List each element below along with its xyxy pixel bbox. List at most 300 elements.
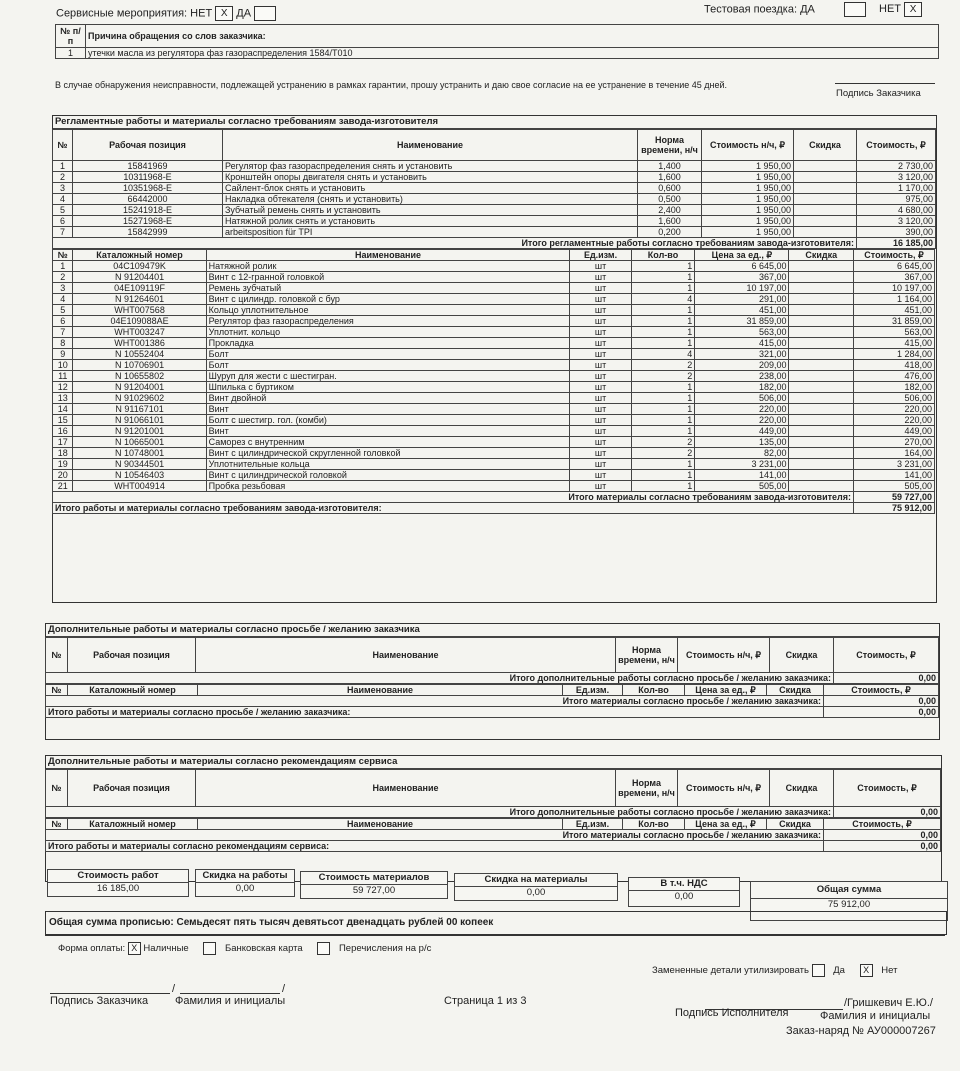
cell-qty: 1 (631, 261, 695, 272)
add2-works-total-label: Итого дополнительные работы согласно просьбе / желанию заказчика: (46, 807, 834, 818)
cell-price: 135,00 (695, 437, 789, 448)
reg-mat-header (53, 250, 935, 261)
cell-rate: 1 950,00 (702, 216, 794, 227)
cell-discount (794, 161, 857, 172)
cell-work-position: 15842999 (73, 227, 223, 238)
cell-price: 449,00 (695, 426, 789, 437)
sum-words-box (45, 911, 947, 935)
complaint-block (55, 24, 939, 59)
cell-unit: шт (570, 327, 631, 338)
add1-mat-h-unit: Ед.изм. (563, 685, 623, 696)
reg-grand-total: 75 912,00 (854, 503, 935, 514)
test-drive-label: Тестовая поездка: (704, 3, 798, 16)
service-yes-label: ДА (236, 7, 252, 20)
complaint-col-reason: Причина обращения со слов заказчика: (86, 25, 939, 48)
add2-works-h-pos: Рабочая позиция (68, 770, 196, 807)
footer-executor-sig-label: Подпись Исполнителя (675, 1007, 789, 1019)
cell-discount (789, 382, 854, 393)
test-drive-no-checkbox[interactable]: X (904, 2, 922, 17)
cell-unit: шт (570, 294, 631, 305)
table-row (53, 261, 935, 272)
cell-catalog-number: N 91204001 (73, 382, 206, 393)
complaint-row-text: утечки масла из регулятора фаз газораспределения 1584/T010 (86, 48, 939, 59)
cell-cost: 1 170,00 (857, 183, 936, 194)
add2-materials-table (45, 818, 941, 852)
cell-name: Винт (206, 426, 570, 437)
cell-discount (789, 316, 854, 327)
cell-name: Винт (206, 404, 570, 415)
cell-name: Винт двойной (206, 393, 570, 404)
disposal-yes-checkbox[interactable] (812, 964, 825, 977)
cell-cost: 220,00 (854, 415, 935, 426)
summary-labor-box (47, 869, 189, 897)
add2-grand-total: 0,00 (824, 841, 941, 852)
cell-discount (789, 305, 854, 316)
add2-title: Дополнительные работы и материалы согласно рекомендациям сервиса (46, 756, 941, 769)
table-row (53, 382, 935, 393)
add2-mat-total: 0,00 (824, 830, 941, 841)
cell-price: 451,00 (695, 305, 789, 316)
cell-unit: шт (570, 349, 631, 360)
cell-catalog-number: N 10552404 (73, 349, 206, 360)
reg-mat-h-no: № (53, 250, 73, 261)
cell-catalog-number: WHT004914 (73, 481, 206, 492)
cell-norm: 1,600 (638, 216, 702, 227)
cell-price: 321,00 (695, 349, 789, 360)
cell-discount (789, 437, 854, 448)
cell-unit: шт (570, 426, 631, 437)
cell-unit: шт (570, 261, 631, 272)
cell-name: Натяжной ролик (206, 261, 570, 272)
reg-mat-total-label: Итого материалы согласно требованиям завода-изготовителя: (53, 492, 854, 503)
summary-vat-value: 0,00 (674, 891, 694, 902)
cell-catalog-number: 04E109088AE (73, 316, 206, 327)
cell-no: 1 (53, 161, 73, 172)
test-drive-no-label: НЕТ (879, 3, 901, 16)
cell-unit: шт (570, 283, 631, 294)
reg-mat-total: 59 727,00 (854, 492, 935, 503)
payment-card-checkbox[interactable] (203, 942, 216, 955)
add2-works-h-rate: Стоимость н/ч, ₽ (678, 770, 770, 807)
complaint-col-no: № п/п (56, 25, 86, 48)
cell-price: 367,00 (695, 272, 789, 283)
cell-cost: 2 730,00 (857, 161, 936, 172)
cell-discount (794, 227, 857, 238)
cell-unit: шт (570, 415, 631, 426)
cell-catalog-number: N 10706901 (73, 360, 206, 371)
table-row (53, 194, 936, 205)
cell-name: Винт с цилиндр. головкой с бур (206, 294, 570, 305)
cell-qty: 2 (631, 360, 695, 371)
cell-unit: шт (570, 338, 631, 349)
table-row (53, 470, 935, 481)
add1-grand-total-label: Итого работы и материалы согласно просьбе / желанию заказчика: (46, 707, 824, 718)
cell-no: 7 (53, 327, 73, 338)
complaint-row-no: 1 (56, 48, 86, 59)
cell-discount (789, 481, 854, 492)
cell-unit: шт (570, 404, 631, 415)
cell-catalog-number: N 91204401 (73, 272, 206, 283)
cell-price: 3 231,00 (695, 459, 789, 470)
reg-materials-table (52, 249, 935, 514)
add2-mat-h-no: № (46, 819, 68, 830)
add1-mat-header (46, 685, 939, 696)
add2-grand-total-label: Итого работы и материалы согласно рекомендациям сервиса: (46, 841, 824, 852)
cell-unit: шт (570, 393, 631, 404)
cell-catalog-number: N 91264601 (73, 294, 206, 305)
reg-works-total: 16 185,00 (857, 238, 936, 249)
table-row (53, 349, 935, 360)
reg-section (52, 115, 937, 603)
cell-qty: 1 (631, 470, 695, 481)
disposal-label: Замененные детали утилизировать (652, 965, 809, 977)
cell-no: 7 (53, 227, 73, 238)
summary-materials-label: Стоимость материалов (301, 872, 447, 885)
payment-cash-label: Наличные (143, 943, 189, 955)
cell-cost: 220,00 (854, 404, 935, 415)
cell-work-position: 15241918-E (73, 205, 223, 216)
payment-transfer-checkbox[interactable] (317, 942, 330, 955)
add1-grand-total: 0,00 (824, 707, 939, 718)
cell-name: Болт (206, 360, 570, 371)
cell-price: 291,00 (695, 294, 789, 305)
reg-materials-body (53, 261, 935, 492)
table-row (53, 316, 935, 327)
add1-works-h-no: № (46, 638, 68, 673)
add2-works-h-disc: Скидка (770, 770, 834, 807)
table-row (53, 327, 935, 338)
summary-labor-discount-value: 0,00 (235, 883, 255, 894)
cell-work-position: 66442000 (73, 194, 223, 205)
cell-no: 12 (53, 382, 73, 393)
cell-catalog-number: N 91066101 (73, 415, 206, 426)
add2-mat-h-cat: Каталожный номер (68, 819, 198, 830)
footer-executor-name-value: /Гришкевич Е.Ю./ (844, 997, 933, 1009)
cell-work-position: 15271968-E (73, 216, 223, 227)
summary-materials-discount-box (454, 873, 618, 901)
reg-mat-h-price: Цена за ед., ₽ (695, 250, 789, 261)
cell-discount (789, 349, 854, 360)
add2-mat-h-price: Цена за ед., ₽ (685, 819, 767, 830)
cell-no: 2 (53, 272, 73, 283)
cell-no: 5 (53, 305, 73, 316)
add1-works-h-name: Наименование (196, 638, 616, 673)
add1-works-h-disc: Скидка (770, 638, 834, 673)
cell-price: 182,00 (695, 382, 789, 393)
cell-unit: шт (570, 470, 631, 481)
cell-cost: 449,00 (854, 426, 935, 437)
add2-mat-h-qty: Кол-во (623, 819, 685, 830)
add1-mat-h-name: Наименование (198, 685, 563, 696)
cell-discount (789, 371, 854, 382)
table-row (53, 272, 935, 283)
payment-form (58, 942, 431, 955)
cell-norm: 0,500 (638, 194, 702, 205)
table-row (53, 360, 935, 371)
footer-slash-2: / (282, 983, 286, 995)
cell-discount (789, 426, 854, 437)
cell-discount (789, 393, 854, 404)
cell-cost: 367,00 (854, 272, 935, 283)
cell-no: 3 (53, 183, 73, 194)
add1-mat-h-cat: Каталожный номер (68, 685, 198, 696)
complaint-table (55, 24, 939, 59)
cell-name: Прокладка (206, 338, 570, 349)
summary-labor-value: 16 185,00 (96, 883, 140, 894)
summary-materials-discount-value: 0,00 (526, 887, 546, 898)
cell-catalog-number: N 91201001 (73, 426, 206, 437)
cell-unit: шт (570, 382, 631, 393)
cell-cost: 390,00 (857, 227, 936, 238)
payment-label: Форма оплаты: (58, 943, 126, 955)
cell-unit: шт (570, 459, 631, 470)
reg-works-table (52, 129, 936, 249)
cell-no: 17 (53, 437, 73, 448)
cell-no: 1 (53, 261, 73, 272)
cell-no: 10 (53, 360, 73, 371)
add2-works-h-cost: Стоимость, ₽ (834, 770, 941, 807)
add1-mat-h-disc: Скидка (767, 685, 824, 696)
cell-unit: шт (570, 481, 631, 492)
cell-discount (789, 459, 854, 470)
cell-cost: 1 164,00 (854, 294, 935, 305)
table-row (53, 415, 935, 426)
cell-catalog-number: WHT007568 (73, 305, 206, 316)
cell-price: 6 645,00 (695, 261, 789, 272)
add2-works-table (45, 769, 941, 818)
cell-rate: 1 950,00 (702, 205, 794, 216)
cell-qty: 4 (631, 294, 695, 305)
cell-no: 11 (53, 371, 73, 382)
test-drive-yes-checkbox[interactable] (844, 2, 866, 17)
table-row (53, 459, 935, 470)
cell-discount (789, 470, 854, 481)
reg-mat-h-cat: Каталожный номер (73, 250, 206, 261)
cell-qty: 1 (631, 338, 695, 349)
cell-name: Зубчатый ремень снять и установить (223, 205, 638, 216)
add2-mat-h-cost: Стоимость, ₽ (824, 819, 941, 830)
table-row (53, 448, 935, 459)
add2-mat-header (46, 819, 941, 830)
cell-qty: 4 (631, 349, 695, 360)
service-events (56, 6, 276, 21)
cell-price: 209,00 (695, 360, 789, 371)
cell-qty: 1 (631, 382, 695, 393)
cell-unit: шт (570, 360, 631, 371)
cell-name: Ремень зубчатый (206, 283, 570, 294)
service-no-checkbox[interactable]: X (215, 6, 233, 21)
cell-discount (789, 294, 854, 305)
cell-cost: 4 680,00 (857, 205, 936, 216)
cell-catalog-number: N 91029602 (73, 393, 206, 404)
cell-cost: 3 120,00 (857, 172, 936, 183)
summary-labor-discount-label: Скидка на работы (196, 870, 294, 883)
reg-mat-h-name: Наименование (206, 250, 570, 261)
cell-rate: 1 950,00 (702, 161, 794, 172)
table-row (53, 426, 935, 437)
disposal-no-checkbox[interactable]: X (860, 964, 873, 977)
cell-cost: 182,00 (854, 382, 935, 393)
summary-total-label: Общая сумма (751, 882, 947, 899)
footer-customer-name-label: Фамилия и инициалы (175, 995, 286, 1007)
cell-discount (794, 183, 857, 194)
cell-work-position: 15841969 (73, 161, 223, 172)
cell-price: 220,00 (695, 404, 789, 415)
sum-words-value: Семьдесят пять тысяч девятьсот двенадцать рублей 00 копеек (176, 917, 494, 928)
cell-name: Винт с цилиндрической скругленной головкой (206, 448, 570, 459)
cell-cost: 451,00 (854, 305, 935, 316)
cell-price: 31 859,00 (695, 316, 789, 327)
cell-catalog-number: N 10748001 (73, 448, 206, 459)
reg-works-h-norm: Норма времени, н/ч (638, 130, 702, 161)
cell-qty: 1 (631, 316, 695, 327)
cell-name: Винт с 12-гранной головкой (206, 272, 570, 283)
cell-cost: 164,00 (854, 448, 935, 459)
cell-catalog-number: N 10546403 (73, 470, 206, 481)
test-drive (704, 2, 922, 17)
cell-rate: 1 950,00 (702, 183, 794, 194)
payment-top-line (45, 935, 945, 936)
add1-works-h-norm: Норма времени, н/ч (616, 638, 678, 673)
summary-materials-box (300, 871, 448, 899)
cell-rate: 1 950,00 (702, 194, 794, 205)
service-yes-checkbox[interactable] (254, 6, 276, 21)
customer-signature-line (835, 83, 935, 84)
footer-customer-sig-line (50, 993, 170, 994)
cell-cost: 1 284,00 (854, 349, 935, 360)
reg-works-h-rate: Стоимость н/ч, ₽ (702, 130, 794, 161)
cell-no: 3 (53, 283, 73, 294)
cell-catalog-number: N 10665001 (73, 437, 206, 448)
cell-norm: 2,400 (638, 205, 702, 216)
cell-qty: 2 (631, 448, 695, 459)
cell-qty: 2 (631, 437, 695, 448)
table-row (53, 481, 935, 492)
add1-works-total-label: Итого дополнительные работы согласно просьбе / желанию заказчика: (46, 673, 834, 684)
cell-cost: 10 197,00 (854, 283, 935, 294)
cell-discount (789, 272, 854, 283)
reg-works-header (53, 130, 936, 161)
cell-discount (789, 415, 854, 426)
footer-customer-name-line (180, 993, 280, 994)
cell-cost: 505,00 (854, 481, 935, 492)
sum-words-label: Общая сумма прописью: (49, 917, 174, 928)
cell-name: Уплотнит. кольцо (206, 327, 570, 338)
cell-work-position: 10311968-E (73, 172, 223, 183)
summary-materials-value: 59 727,00 (352, 885, 396, 896)
cell-cost: 415,00 (854, 338, 935, 349)
cell-catalog-number: 04C109479K (73, 261, 206, 272)
table-row (53, 183, 936, 194)
summary-materials-discount-label: Скидка на материалы (455, 874, 617, 887)
cell-cost: 418,00 (854, 360, 935, 371)
add1-works-header (46, 638, 939, 673)
add1-works-h-cost: Стоимость, ₽ (834, 638, 939, 673)
table-row (53, 437, 935, 448)
cell-discount (789, 327, 854, 338)
table-row (53, 393, 935, 404)
cell-cost: 506,00 (854, 393, 935, 404)
cell-name: Пробка резьбовая (206, 481, 570, 492)
table-row (53, 216, 936, 227)
cell-name: Регулятор фаз газораспределения (206, 316, 570, 327)
reg-grand-total-label: Итого работы и материалы согласно требованиям завода-изготовителя: (53, 503, 854, 514)
test-drive-yes-label: ДА (800, 3, 815, 16)
table-row (53, 305, 935, 316)
cell-discount (794, 194, 857, 205)
add1-mat-total-label: Итого материалы согласно просьбе / желанию заказчика: (46, 696, 824, 707)
add1-works-h-pos: Рабочая позиция (68, 638, 196, 673)
cell-qty: 1 (631, 404, 695, 415)
table-row (53, 283, 935, 294)
cell-discount (794, 205, 857, 216)
footer-executor-name-label: Фамилия и инициалы (820, 1010, 931, 1022)
cell-price: 82,00 (695, 448, 789, 459)
cell-no: 6 (53, 216, 73, 227)
disposal-no-label: Нет (881, 965, 898, 977)
cell-no: 19 (53, 459, 73, 470)
cell-cost: 6 645,00 (854, 261, 935, 272)
reg-works-h-name: Наименование (223, 130, 638, 161)
reg-mat-h-cost: Стоимость, ₽ (854, 250, 935, 261)
add1-works-total: 0,00 (834, 673, 939, 684)
cell-cost: 270,00 (854, 437, 935, 448)
cell-unit: шт (570, 305, 631, 316)
cell-catalog-number: WHT003247 (73, 327, 206, 338)
cell-name: Натяжной ролик снять и установить (223, 216, 638, 227)
cell-qty: 1 (631, 305, 695, 316)
reg-works-h-no: № (53, 130, 73, 161)
cell-unit: шт (570, 272, 631, 283)
cell-no: 2 (53, 172, 73, 183)
add1-mat-h-cost: Стоимость, ₽ (824, 685, 939, 696)
add2-works-h-name: Наименование (196, 770, 616, 807)
cell-no: 15 (53, 415, 73, 426)
cell-no: 4 (53, 294, 73, 305)
cell-no: 6 (53, 316, 73, 327)
add1-section (45, 623, 940, 740)
cell-no: 18 (53, 448, 73, 459)
cell-work-position: 10351968-E (73, 183, 223, 194)
summary-labor-discount-box (195, 869, 295, 897)
reg-works-h-pos: Рабочая позиция (73, 130, 223, 161)
cell-no: 21 (53, 481, 73, 492)
reg-title: Регламентные работы и материалы согласно требованиям завода-изготовителя (53, 116, 936, 129)
footer-slash-1: / (172, 983, 176, 995)
cell-price: 563,00 (695, 327, 789, 338)
cell-price: 10 197,00 (695, 283, 789, 294)
cell-cost: 476,00 (854, 371, 935, 382)
cell-catalog-number: 04E109119F (73, 283, 206, 294)
cell-cost: 3 120,00 (857, 216, 936, 227)
disposal (652, 964, 897, 977)
reg-works-total-label: Итого регламентные работы согласно требованиям завода-изготовителя: (53, 238, 857, 249)
cell-name: Саморез с внутренним (206, 437, 570, 448)
add1-mat-total: 0,00 (824, 696, 939, 707)
cell-name: Регулятор фаз газораспределения снять и установить (223, 161, 638, 172)
add2-mat-h-disc: Скидка (767, 819, 824, 830)
cell-cost: 141,00 (854, 470, 935, 481)
cell-name: Шпилька с буртиком (206, 382, 570, 393)
add1-works-h-rate: Стоимость н/ч, ₽ (678, 638, 770, 673)
payment-cash-checkbox[interactable]: X (128, 942, 141, 955)
reg-mat-h-qty: Кол-во (631, 250, 695, 261)
add2-works-h-no: № (46, 770, 68, 807)
cell-name: Болт с шестигр. гол. (комби) (206, 415, 570, 426)
cell-unit: шт (570, 316, 631, 327)
cell-cost: 975,00 (857, 194, 936, 205)
cell-qty: 1 (631, 459, 695, 470)
